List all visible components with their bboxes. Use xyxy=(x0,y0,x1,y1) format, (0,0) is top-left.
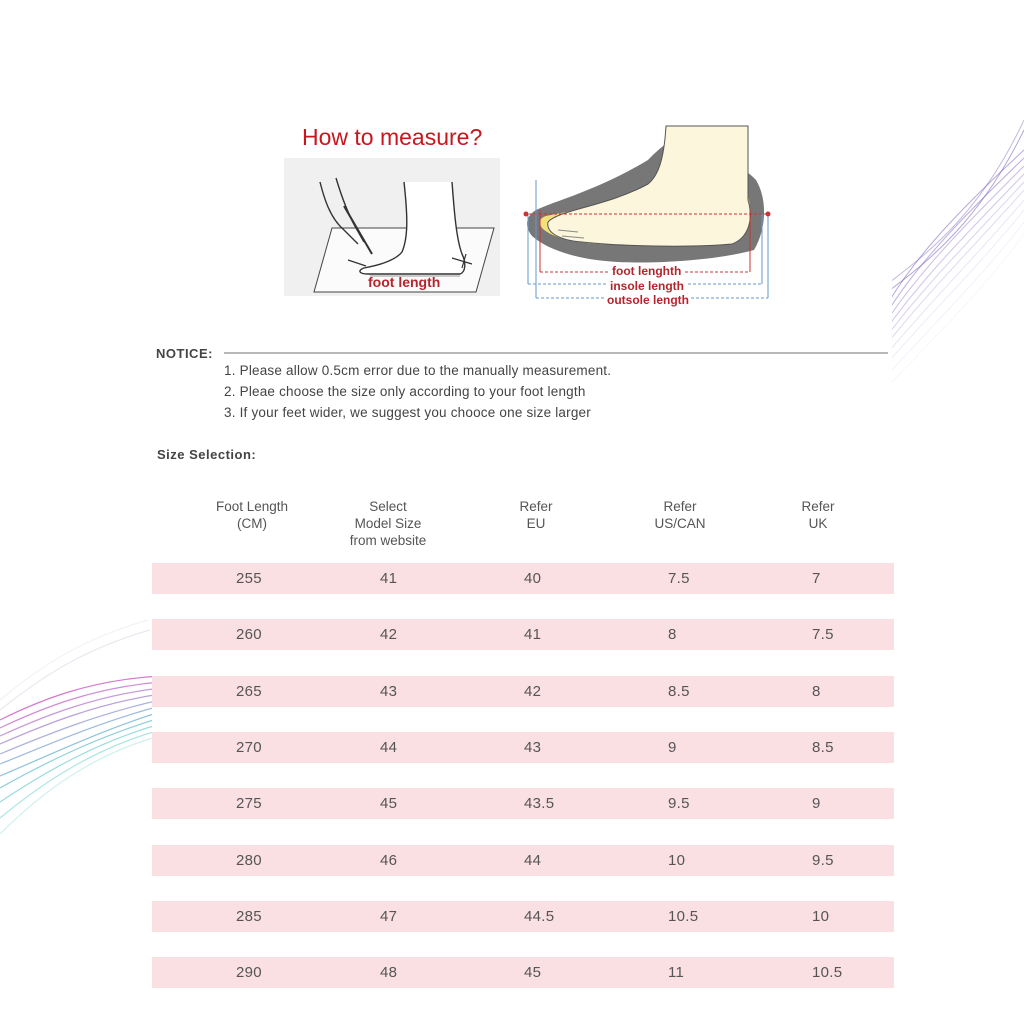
cell-foot-length: 270 xyxy=(236,738,262,756)
size-selection-label: Size Selection: xyxy=(157,447,257,462)
table-row xyxy=(152,676,894,707)
cell-uk: 9 xyxy=(812,795,821,813)
cell-foot-length: 275 xyxy=(236,795,262,813)
cell-us-can: 9.5 xyxy=(668,795,690,813)
cell-model-size: 41 xyxy=(380,570,398,587)
cell-uk: 10.5 xyxy=(812,964,843,982)
notice-label: NOTICE: xyxy=(156,346,213,361)
cell-uk: 9.5 xyxy=(812,851,834,869)
cell-model-size: 45 xyxy=(380,795,398,813)
cell-uk: 7.5 xyxy=(812,626,834,644)
cell-foot-length: 265 xyxy=(236,682,262,700)
cell-eu: 45 xyxy=(524,964,542,982)
cell-model-size: 47 xyxy=(380,907,398,925)
purple-wave-decoration xyxy=(880,110,1024,390)
cell-foot-length: 285 xyxy=(236,907,262,925)
cell-eu: 41 xyxy=(524,626,542,644)
rainbow-wave-decoration xyxy=(0,610,160,880)
cell-eu: 42 xyxy=(524,682,542,700)
cell-uk: 7 xyxy=(812,570,821,587)
table-row xyxy=(152,957,894,988)
cell-uk: 8 xyxy=(812,682,821,700)
cell-model-size: 46 xyxy=(380,851,398,869)
table-row xyxy=(152,845,894,876)
outsole-length-caption: outsole length xyxy=(607,293,689,307)
cell-foot-length: 255 xyxy=(236,570,262,587)
cell-us-can: 10 xyxy=(668,851,686,869)
cell-eu: 43 xyxy=(524,738,542,756)
notice-item-1: 1. Please allow 0.5cm error due to the manually measurement. xyxy=(224,363,612,378)
cell-model-size: 42 xyxy=(380,626,398,644)
cell-us-can: 7.5 xyxy=(668,570,690,587)
table-row xyxy=(152,563,894,594)
cell-uk: 10 xyxy=(812,907,830,925)
cell-eu: 43.5 xyxy=(524,795,555,813)
foot-lenghth-caption: foot lenghth xyxy=(612,264,682,278)
cell-model-size: 48 xyxy=(380,964,398,982)
notice-divider xyxy=(224,352,888,354)
cell-foot-length: 260 xyxy=(236,626,262,644)
cell-foot-length: 290 xyxy=(236,964,262,982)
cell-eu: 40 xyxy=(524,570,542,587)
foot-length-caption: foot length xyxy=(368,274,441,290)
cell-eu: 44.5 xyxy=(524,907,555,925)
cell-model-size: 43 xyxy=(380,682,398,700)
cell-eu: 44 xyxy=(524,851,542,869)
insole-length-caption: insole length xyxy=(610,279,685,293)
header-eu: Refer EU xyxy=(519,499,553,531)
cell-foot-length: 280 xyxy=(236,851,262,869)
cell-us-can: 8 xyxy=(668,626,677,644)
how-to-measure-title: How to measure? xyxy=(302,124,483,150)
cell-us-can: 11 xyxy=(668,964,685,982)
cell-uk: 8.5 xyxy=(812,738,834,756)
notice-item-3: 3. If your feet wider, we suggest you chooce one size larger xyxy=(224,405,591,420)
header-uk: Refer UK xyxy=(801,499,835,531)
table-row xyxy=(152,619,894,650)
table-row xyxy=(152,788,894,819)
header-model-size: Select Model Size from website xyxy=(349,499,427,548)
notice-item-2: 2. Pleae choose the size only according to your foot length xyxy=(224,384,586,399)
header-us-can: Refer US/CAN xyxy=(654,499,706,531)
table-row xyxy=(152,732,894,763)
cell-us-can: 10.5 xyxy=(668,907,699,925)
cell-model-size: 44 xyxy=(380,738,398,756)
cell-us-can: 9 xyxy=(668,738,677,756)
table-row xyxy=(152,901,894,932)
header-foot-length: Foot Length (CM) xyxy=(215,499,289,531)
cell-us-can: 8.5 xyxy=(668,682,690,700)
